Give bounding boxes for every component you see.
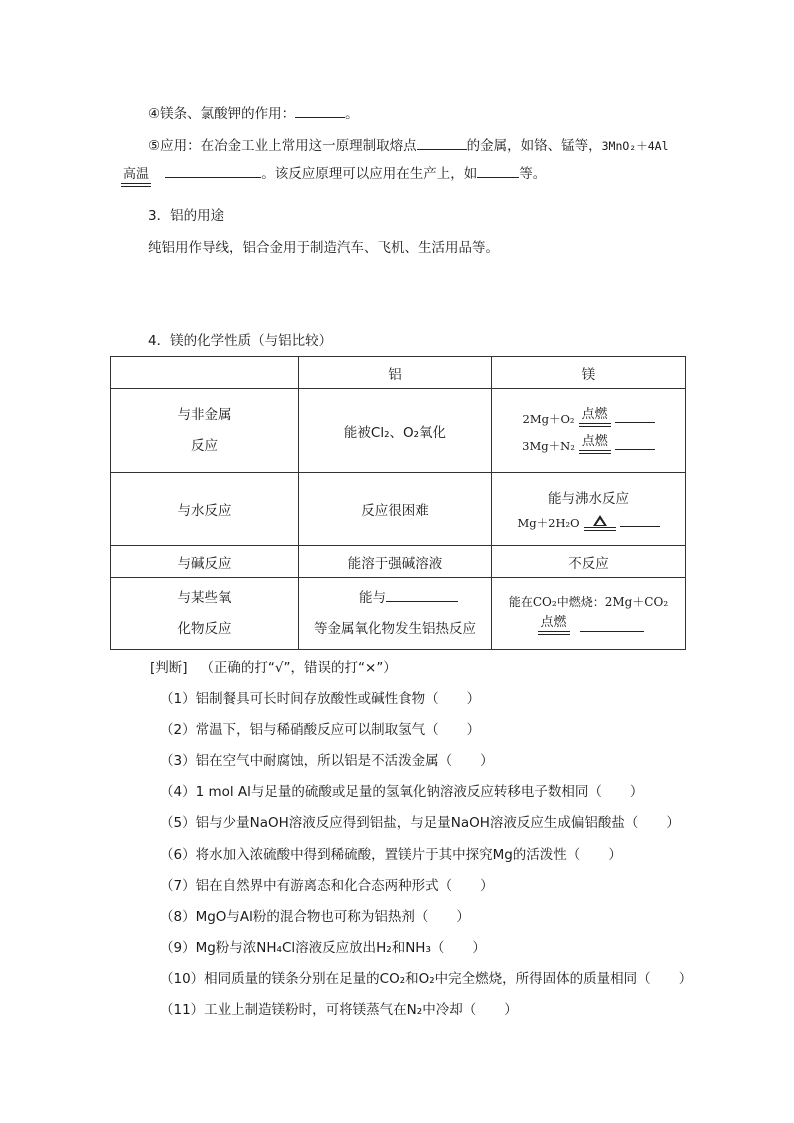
row-base-aluminum: 能溶于强碱溶液 <box>299 546 492 578</box>
row-water-aluminum: 反应很困难 <box>299 473 492 546</box>
row-base-label: 与碱反应 <box>111 546 299 578</box>
ignite-condition: 点燃 <box>579 435 611 454</box>
section-4-title: 4．镁的化学性质（与铝比较） <box>148 333 333 349</box>
heat-condition <box>584 515 616 531</box>
metal-oxide-blank[interactable] <box>386 587 458 602</box>
heat-triangle-icon <box>593 515 607 526</box>
row-base-magnesium: 不反应 <box>492 546 686 578</box>
magnesium-aluminum-table <box>110 356 686 650</box>
judge-item: （8）MgO与Al粉的混合物也可称为铝热剂（ ） <box>160 909 470 925</box>
judge-item: （7）铝在自然界中有游离态和化合态两种形式（ ） <box>160 878 494 894</box>
row-nonmetal-label: 与非金属 反应 <box>111 389 299 473</box>
judge-heading: [判断] （正确的打“√”，错误的打“×”） <box>150 660 397 676</box>
mg-o2-equation: 2Mg＋O₂ 点燃 <box>492 408 685 427</box>
mg-n2-equation: 3Mg＋N₂ 点燃 <box>492 435 685 454</box>
mg-water-blank[interactable] <box>620 516 660 527</box>
table-row-nonmetal <box>111 389 686 473</box>
judge-instruction: （正确的打“√”，错误的打“×”） <box>200 660 397 676</box>
judge-item: （11）工业上制造镁粉时，可将镁蒸气在N₂中冷却（ ） <box>160 1002 518 1018</box>
application-blank[interactable] <box>477 163 519 178</box>
row-oxide-aluminum: 能与 等金属氧化物发生铝热反应 <box>299 578 492 650</box>
mg-o2-blank[interactable] <box>615 412 655 423</box>
judge-item: （9）Mg粉与浓NH₄Cl溶液反应放出H₂和NH₃（ ） <box>160 940 486 956</box>
row-water-label: 与水反应 <box>111 473 299 546</box>
item-4-blank[interactable] <box>295 103 345 118</box>
judge-item: （3）铝在空气中耐腐蚀，所以铝是不活泼金属（ ） <box>160 753 494 769</box>
section-3-title: 3．铝的用途 <box>148 208 225 224</box>
table-header-row <box>111 357 686 389</box>
mg-co2-text: 能在CO₂中燃烧：2Mg＋CO₂ <box>508 594 669 609</box>
item-4-text: ④镁条、氯酸钾的作用： <box>148 106 296 122</box>
judge-item: （10）相同质量的镁条分别在足量的CO₂和O₂中完全燃烧，所得固体的质量相同（ ） <box>160 971 693 987</box>
item-4-line <box>148 103 359 124</box>
high-temp-condition: 高温 <box>121 168 151 187</box>
judge-item: （5）铝与少量NaOH溶液反应得到铝盐，与足量NaOH溶液反应生成偏铝酸盐（ ） <box>160 815 680 831</box>
judge-item: （2）常温下，铝与稀硝酸反应可以制取氢气（ ） <box>160 722 481 738</box>
mg-water-equation: Mg＋2H₂O <box>492 515 685 531</box>
item-5-text-b: 的金属，如铬、锰等， <box>466 138 602 154</box>
item-5-text-c: 。该反应原理可以应用在生产上，如 <box>261 166 478 182</box>
mg-boiling-water-text: 能与沸水反应 <box>548 491 629 507</box>
item-5-text-d: 等。 <box>519 166 547 182</box>
header-aluminum: 铝 <box>299 357 492 389</box>
table-row-water <box>111 473 686 546</box>
row-oxide-magnesium <box>492 578 686 650</box>
section-3-text: 纯铝用作导线，铝合金用于制造汽车、飞机、生活用品等。 <box>148 240 499 256</box>
melting-point-blank[interactable] <box>417 135 467 150</box>
item-5-line-1 <box>148 135 669 156</box>
judge-item: （6）将水加入浓硫酸中得到稀硫酸，置镁片于其中探究Mg的活泼性（ ） <box>160 847 622 863</box>
ignite-condition: 点燃 <box>579 408 611 427</box>
row-water-magnesium <box>492 473 686 546</box>
judge-item: （4）1 mol Al与足量的硫酸或足量的氢氧化钠溶液反应转移电子数相同（ ） <box>160 784 644 800</box>
header-magnesium: 镁 <box>492 357 686 389</box>
mg-co2-equation <box>492 616 685 635</box>
judge-item: （1）铝制餐具可长时间存放酸性或碱性食物（ ） <box>160 691 481 707</box>
item-5-text-a: ⑤应用：在冶金工业上常用这一原理制取熔点 <box>148 138 417 154</box>
item-4-suffix: 。 <box>345 106 359 122</box>
mg-n2-blank[interactable] <box>615 439 655 450</box>
table-row-base <box>111 546 686 578</box>
row-nonmetal-magnesium <box>492 389 686 473</box>
header-empty <box>111 357 299 389</box>
reaction-product-blank[interactable] <box>165 163 261 178</box>
item-5-line-2 <box>121 163 546 187</box>
mg-co2-blank[interactable] <box>580 621 644 632</box>
ignite-condition: 点燃 <box>538 616 570 635</box>
item-5-equation: 3MnO₂＋4Al <box>601 139 669 153</box>
table-row-oxide <box>111 578 686 650</box>
row-oxide-label: 与某些氧 化物反应 <box>111 578 299 650</box>
row-nonmetal-aluminum: 能被Cl₂、O₂氧化 <box>299 389 492 473</box>
